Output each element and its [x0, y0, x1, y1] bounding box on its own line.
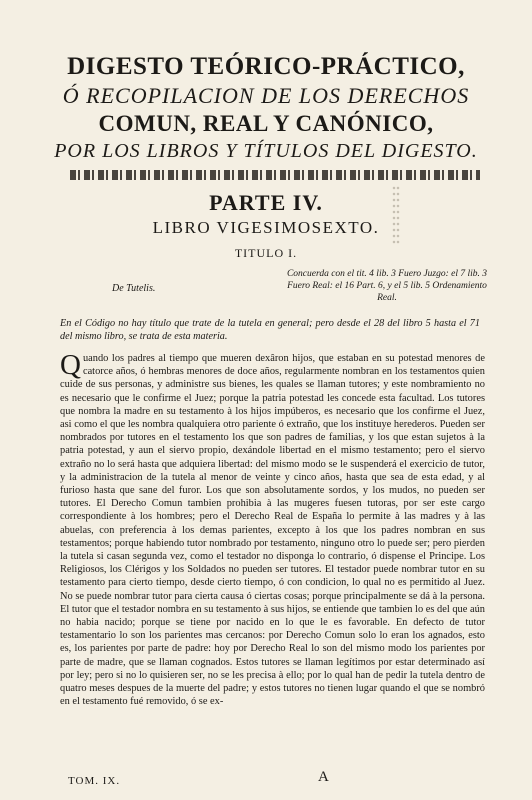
title-block	[0, 52, 532, 164]
volume-marker: TOM. IX.	[68, 775, 121, 787]
title-line-4: POR LOS LIBROS Y TÍTULOS DEL DIGESTO.	[54, 140, 478, 162]
parte-heading: PARTE IV.	[209, 190, 323, 215]
title-line-3: COMUN, REAL Y CANÓNICO,	[98, 111, 434, 136]
signature-mark: A	[318, 769, 329, 785]
libro-heading: LIBRO VIGESIMOSEXTO.	[152, 218, 380, 237]
lead-paragraph: En el Código no hay título que trate de la tutela en general; pero desde el 28 del libro 5 hasta el 71 del mismo libro, se trata de esta materia.	[60, 318, 480, 342]
de-tutelis-label: De Tutelis.	[112, 283, 156, 294]
titulo-heading: TITULO I.	[234, 246, 298, 260]
drop-cap: Q	[60, 349, 81, 381]
ornamental-rule	[70, 170, 480, 180]
body-paragraph: uando los padres al tiempo que mueren dexâron hijos, que estaban en su potestad menores de catorce años, ó hembras menores de doce años, regularmente nombran en los testamentos quien cuide de sus personas, y administre sus bienes, les quales se llaman tutores; y este nombramiento no es necesario que le confirme el Juez; porque la patria potestad les concede esta facultad. Los tutores que nombra la madre en su testamento à los hijos impúberos, es necesario que los confirme el Juez, asi como el que les nombra qualquiera otro pariente ó extraño, que los instituye herederos. Pueden ser nombrados por tutores en el testamento los que son padres de familias, y los que estan sujetos à la patria potestad, y aun el siervo propio, dexándole libertad en el mismo testamento; pero el siervo extraño no lo será hasta que adquiera libertad: del mismo modo se le suspenderá el exercicio de tutor, y la administracion de la tutela al menor de veinte y cinco años, hasta que sea de esta edad, y al furioso hasta que sane del furor. Los que son absolutamente sordos, y los mudos, no pueden ser tutores. El Derecho Comun tambien prohibia à las mugeres fuesen tutoras, por ser este cargo correspondiente à los hombres; pero el Derecho Real de España lo permite à las madres y à las abuelas, con preferencia à los demas parientes, excepto à los que los padres nombran en sus testamentos; porque habiendo tutor nombrado por testamento, ninguno otro lo puede ser; pero pierden la tutela si casan segunda vez, como el testador no disponga lo contrario, ó dispense el Principe. Los Religiosos, los Clérigos y los Soldados no pueden ser tutores. El testador puede nombrar tutor en su testamento para cierto tiempo, desde cierto tiempo, ó con condicion, lo qual no es permitido al Juez. No se puede nombrar tutor para cierta causa ó ciertas cosas; porque principalmente se dá à la persona. El tutor que el testador nombra en su testamento à sus hijos, se entiende que tambien lo es del que aún no habia nacido; porque se tiene por nacido en lo que le es favorable. En defecto de tutor testamentario lo son los parientes mas cercanos: por Derecho Comun solo lo eran los agnados, esto es, los parientes por parte de padre: hoy por Derecho Real lo son del mismo modo los parientes por parte de madre, que se llaman cognados. Estos tutores se llaman legítimos por estar determinado así por ley; pero si no lo quisieren ser, no se les precisa à ello; por lo qual han de pedir la tutela dentro de quatro meses despues de la muerte del padre; y estos tutores no tienen lugar quando el que se nombró en el testamento fué removido, ó se ex-	[60, 353, 485, 708]
title-line-2: Ó RECOPILACION DE LOS DERECHOS	[62, 83, 470, 108]
title-line-1: DIGESTO TEÓRICO-PRÁCTICO,	[67, 53, 465, 80]
concordance-note: Concuerda con el tit. 4 lib. 3 Fuero Juzgo: el 7 lib. 3 Fuero Real: el 16 Part. 6, y el 5 lib. 5 Ordenamiento Real.	[286, 269, 488, 303]
body-text	[60, 349, 485, 708]
